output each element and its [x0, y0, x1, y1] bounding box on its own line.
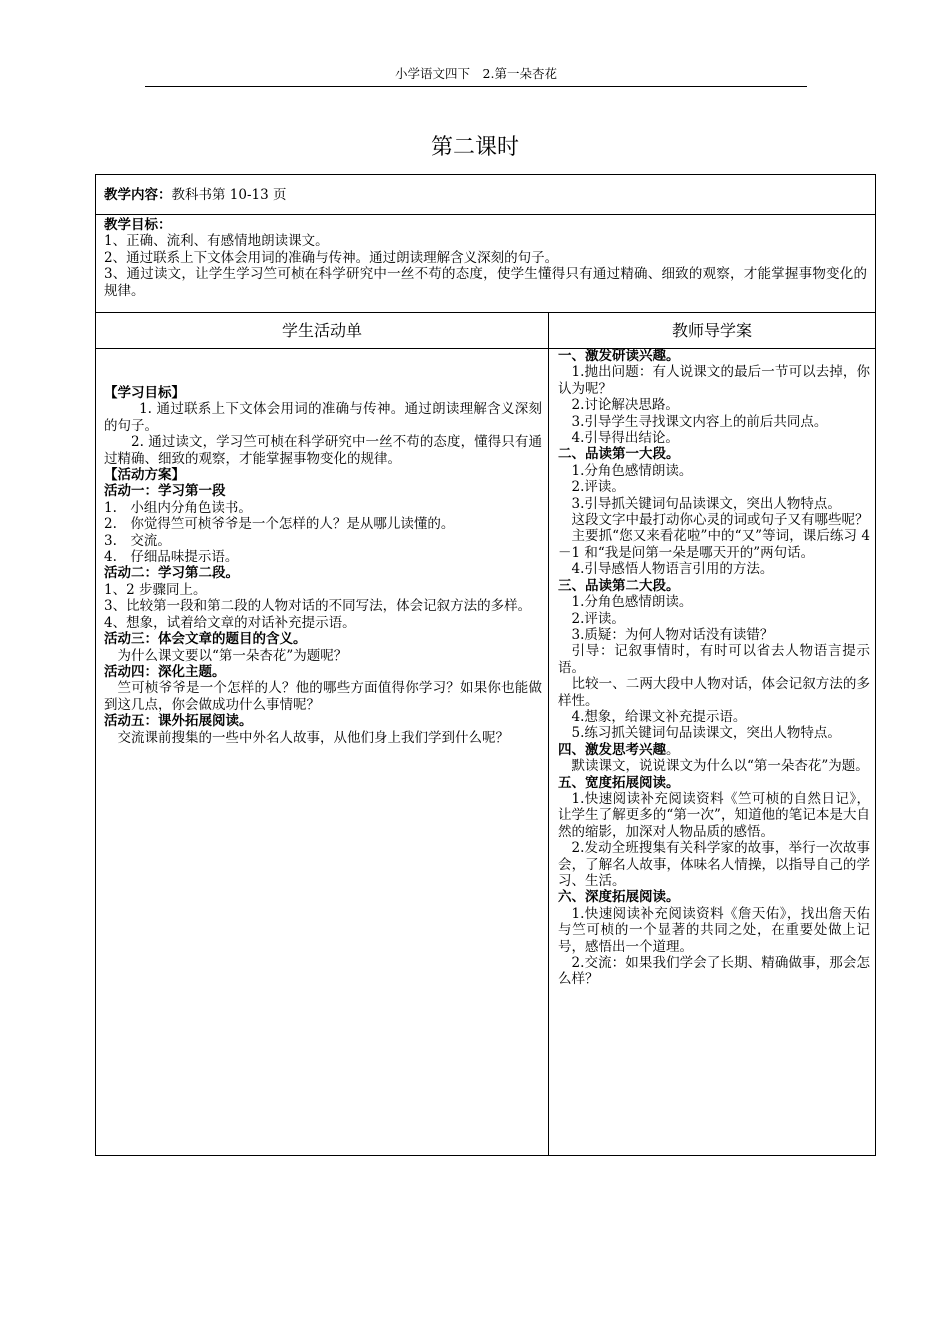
guide-section-heading-row: [558, 742, 870, 758]
activity-plan-heading: 【活动方案】: [104, 467, 185, 484]
activity-heading: 活动五：课外拓展阅读。: [104, 713, 253, 730]
activity-step: 3、比较第一段和第二段的人物对话的不同写法，体会记叙方法的多样。: [104, 598, 532, 615]
guide-section-heading: 四、激发思考兴趣: [558, 741, 666, 758]
activity-heading: 活动一：学习第一段: [104, 483, 226, 500]
teaching-goal-item: 3、通过读文，让学生学习竺可桢在科学研究中一丝不苟的态度，使学生懂得只有通过精确、细致的观察，才能掌握事物变化的规律。: [104, 266, 867, 299]
student-activity-column: [104, 385, 542, 746]
guide-step: 引导：记叙事情时，有时可以省去人物语言提示语。: [558, 643, 870, 676]
guide-section-heading: 五、宽度拓展阅读。: [558, 774, 680, 791]
guide-section-heading: 一、激发研读兴趣。: [558, 348, 680, 364]
teaching-goals-label: 教学目标：: [104, 217, 172, 233]
learning-goal-heading: 【学习目标】: [104, 385, 185, 401]
guide-step: 4.想象，给课文补充提示语。: [571, 708, 747, 725]
activity-step: 1. 小组内分角色读书。: [104, 499, 252, 516]
guide-section-heading: 六、深度拓展阅读。: [558, 889, 680, 906]
guide-section-heading: 二、品读第一大段。: [558, 446, 680, 463]
page-header: 小学语文四下 2.第一朵杏花: [395, 66, 557, 81]
activity-step: 3. 交流。: [104, 532, 171, 549]
activity-step: 4、想象，试着给文章的对话补充提示语。: [104, 614, 356, 631]
teaching-content-row: [96, 175, 875, 215]
guide-step: 2.交流：如果我们学会了长期、精确做事，那会怎么样？: [558, 955, 870, 988]
teacher-guide-header: 教师导学案: [671, 321, 752, 340]
activity-step: 为什么课文要以“第一朵杏花”为题呢？: [117, 647, 348, 664]
guide-step: 2.发动全班搜集有关科学家的故事，举行一次故事会，了解名人故事，体味名人情操，以指导自己的学习、生活。: [558, 840, 870, 889]
guide-step: 3.质疑：为何人物对话没有读错？: [571, 626, 774, 643]
activity-heading: 活动三：体会文章的题目的含义。: [104, 631, 307, 648]
teaching-content-value: 教科书第 10-13 页: [171, 187, 287, 203]
guide-step: 3.引导学生寻找课文内容上的前后共同点。: [571, 413, 828, 430]
page-title: 第二课时: [430, 135, 519, 160]
guide-step: 1.分角色感情朗读。: [571, 594, 693, 611]
teaching-content-label: 教学内容：: [104, 187, 172, 203]
activity-step: 1、2 步骤同上。: [104, 581, 207, 598]
guide-step: 1.抛出问题：有人说课文的最后一节可以去掉，你认为呢？: [558, 364, 870, 397]
guide-step: 主要抓“您又来看花啦”中的“又”等词，课后练习 4－1 和“我是问第一朵是哪天开的”两句话。: [558, 528, 870, 561]
guide-step: 这段文字中最打动你心灵的词或句子又有哪些呢？: [571, 512, 869, 529]
guide-step: 1.快速阅读补充阅读资料《竺可桢的自然日记》，让学生了解更多的“第一次”，知道他的笔记本是大自然的缩影，加深对人物品质的感悟。: [558, 790, 870, 840]
guide-step: 2.评读。: [571, 610, 625, 627]
guide-step: 1.分角色感情朗读。: [571, 462, 693, 479]
activity-step: 2. 你觉得竺可桢爷爷是一个怎样的人？是从哪儿读懂的。: [104, 516, 455, 533]
guide-step: 默读课文，说说课文为什么以“第一朵杏花”为题。: [571, 758, 869, 775]
guide-section-heading: 三、品读第二大段。: [558, 577, 680, 594]
header-rule: [145, 86, 807, 87]
activity-step: 竺可桢爷爷是一个怎样的人？他的哪些方面值得你学习？如果你也能做到这几点，你会做成功什么事情呢？: [104, 680, 542, 713]
learning-goal-item: 2. 通过读文，学习竺可桢在科学研究中一丝不苟的态度，懂得只有通过精确、细致的观察，才能掌握事物变化的规律。: [104, 434, 542, 467]
guide-section-heading-dot: 。: [666, 741, 680, 758]
guide-step: 4.引导得出结论。: [571, 430, 679, 447]
student-activity-header: 学生活动单: [281, 321, 362, 340]
column-header-row: [96, 313, 875, 349]
activity-heading: 活动四：深化主题。: [104, 663, 226, 680]
guide-step: 5.练习抓关键词句品读课文，突出人物特点。: [571, 725, 841, 742]
guide-step: 4.引导感悟人物语言引用的方法。: [571, 561, 774, 578]
lesson-table: [95, 174, 876, 1156]
guide-step: 2.评读。: [571, 479, 625, 496]
column-divider: [548, 313, 549, 1155]
teacher-guide-column: [558, 348, 870, 988]
teaching-goals-row: [96, 215, 875, 313]
guide-step: 比较一、二两大段中人物对话，体会记叙方法的多样性。: [558, 676, 870, 709]
guide-step: 1.快速阅读补充阅读资料《詹天佑》，找出詹天佑与竺可桢的一个显著的共同之处，在重要处做上记号，感悟出一个道理。: [558, 905, 870, 955]
activity-step: 交流课前搜集的一些中外名人故事，从他们身上我们学到什么呢？: [117, 729, 509, 746]
teaching-goal-item: 1、正确、流利、有感情地朗读课文。: [104, 233, 329, 250]
guide-step: 2.讨论解决思路。: [571, 397, 679, 414]
guide-step: 3.引导抓关键词句品读课文，突出人物特点。: [571, 495, 841, 512]
activity-step: 4. 仔细品味提示语。: [104, 549, 239, 566]
learning-goal-item: 1. 通过联系上下文体会用词的准确与传神。通过朗读理解含义深刻的句子。: [104, 401, 542, 434]
teaching-goal-item: 2、通过联系上下文体会用词的准确与传神。通过朗读理解含义深刻的句子。: [104, 249, 559, 266]
activity-heading: 活动二：学习第二段。: [104, 565, 239, 582]
